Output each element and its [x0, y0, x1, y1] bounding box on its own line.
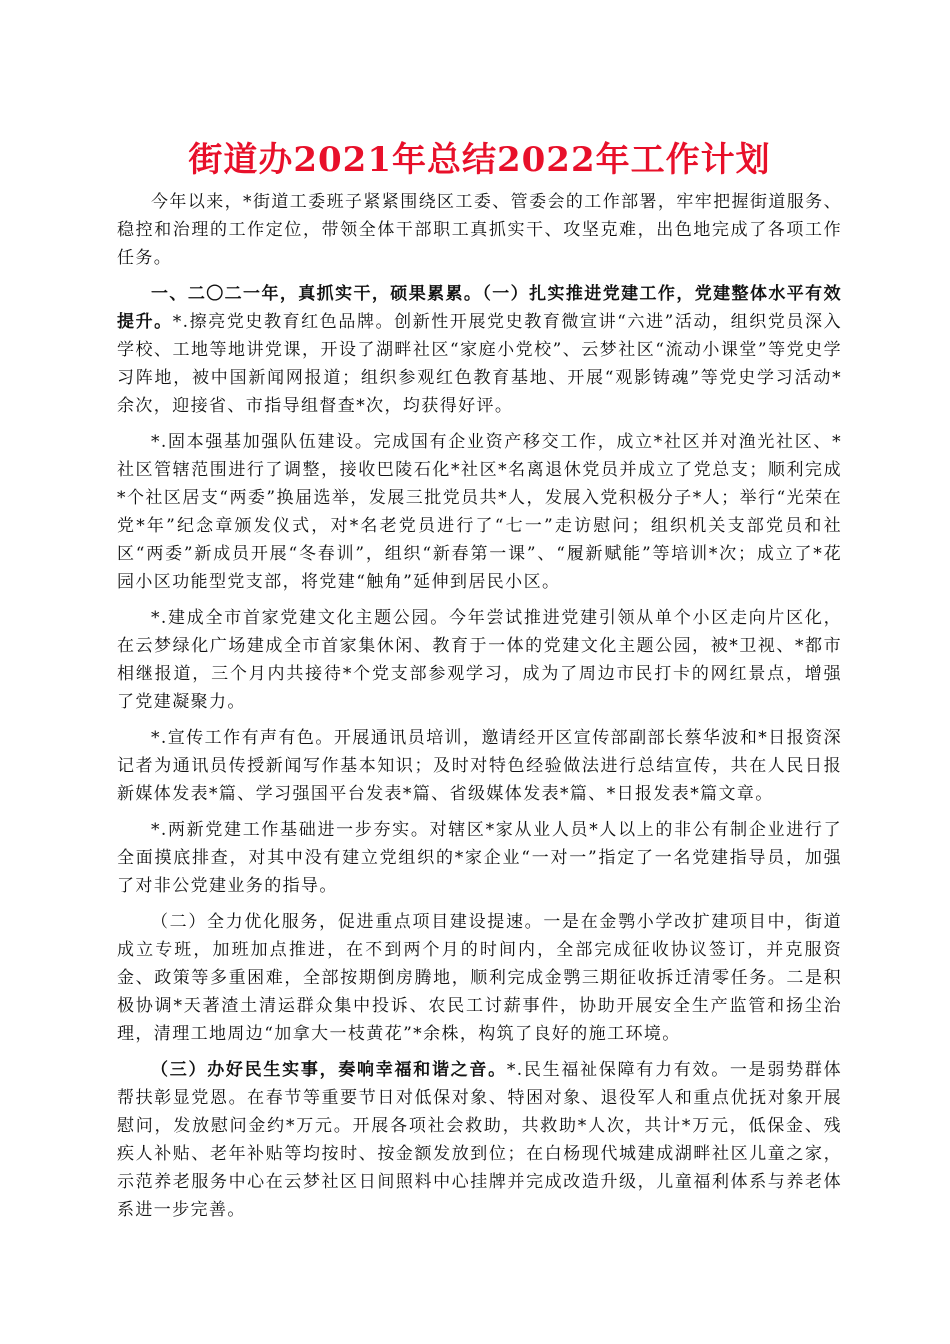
section-heading: 一、二〇二一年，真抓实干，硕果累累。（一）扎实推进党建工作，党建整体水平有效提升。	[117, 284, 842, 332]
paragraph-text: *.两新党建工作基础进一步夯实。对辖区*家从业人员*人以上的非公有制企业进行了全面摸底排查，对其中没有建立党组织的*家企业“一对一”指定了一名党建指导员，加强了对非公党建业务的指导。	[117, 820, 842, 896]
paragraph-text: *.宣传工作有声有色。开展通讯员培训，邀请经开区宣传部副部长蔡华波和*日报资深记者为通讯员传授新闻写作基本知识；及时对特色经验做法进行总结宣传，共在人民日报新媒体发表*篇、学习强国平台发表*篇、省级媒体发表*篇、*日报发表*篇文章。	[117, 728, 842, 804]
document-title: 街道办2021年总结2022年工作计划	[188, 140, 771, 180]
paragraph-publicity	[117, 724, 842, 808]
paragraph-two-new	[117, 816, 842, 900]
paragraph-theme-park	[117, 604, 842, 716]
paragraph-text: 今年以来，*街道工委班子紧紧围绕区工委、管委会的工作部署，牢牢把握街道服务、稳控和治理的工作定位，带领全体干部职工真抓实干、攻坚克难，出色地完成了各项工作任务。	[117, 192, 842, 268]
paragraph-text: *.建成全市首家党建文化主题公园。今年尝试推进党建引领从单个小区走向片区化，在云梦绿化广场建成全市首家集休闲、教育于一体的党建文化主题公园，被*卫视、*都市相继报道，三个月内共接待*个党支部参观学习，成为了周边市民打卡的网红景点，增强了党建凝聚力。	[117, 608, 842, 712]
paragraph-text: *.民生福祉保障有力有效。一是弱势群体帮扶彰显党恩。在春节等重要节日对低保对象、特困对象、退役军人和重点优抚对象开展慰问，发放慰问金约*万元。开展各项社会救助，共救助*人次，共计*万元，低保金、残疾人补贴、老年补贴等均按时、按金额发放到位；在白杨现代城建成湖畔社区儿童之家，示范养老服务中心在云梦社区日间照料中心挂牌并完成改造升级，儿童福利体系与养老体系进一步完善。	[117, 1060, 842, 1220]
paragraph-text: （二）全力优化服务，促进重点项目建设提速。一是在金鹗小学改扩建项目中，街道成立专班，加班加点推进，在不到两个月的时间内，全部完成征收协议签订，并克服资金、政策等多重困难，全部按期倒房腾地，顺利完成金鹗三期征收拆迁清零任务。二是积极协调*天著渣土清运群众集中投诉、农民工讨薪事件，协助开展安全生产监管和扬尘治理，清理工地周边“加拿大一枝黄花”*余株，构筑了良好的施工环境。	[117, 912, 842, 1044]
paragraph-intro	[117, 188, 842, 272]
paragraph-text: *.擦亮党史教育红色品牌。创新性开展党史教育微宣讲“六进”活动，组织党员深入学校、工地等地讲党课，开设了湖畔社区“家庭小党校”、云梦社区“流动小课堂”等党史学习阵地，被中国新闻网报道；组织参观红色教育基地、开展“观影铸魂”等党史学习活动*余次，迎接省、市指导组督查*次，均获得好评。	[117, 312, 842, 416]
paragraph-services	[117, 908, 842, 1048]
paragraph-text: *.固本强基加强队伍建设。完成国有企业资产移交工作，成立*社区并对渔光社区、*社区管辖范围进行了调整，接收巴陵石化*社区*名离退休党员并成立了党总支；顺利完成*个社区居支“两委”换届选举，发展三批党员共*人，发展入党积极分子*人；举行“光荣在党*年”纪念章颁发仪式，对*名老党员进行了“七一”走访慰问；组织机关支部党员和社区“两委”新成员开展“冬春训”，组织“新春第一课”、“履新赋能”等培训*次；成立了*花园小区功能型党支部，将党建“触角”延伸到居民小区。	[117, 432, 842, 592]
paragraph-team-building	[117, 428, 842, 596]
paragraph-livelihood	[117, 1056, 842, 1224]
section-heading: （三）办好民生实事，奏响幸福和谐之音。	[151, 1060, 507, 1080]
paragraph-section-one	[117, 280, 842, 420]
